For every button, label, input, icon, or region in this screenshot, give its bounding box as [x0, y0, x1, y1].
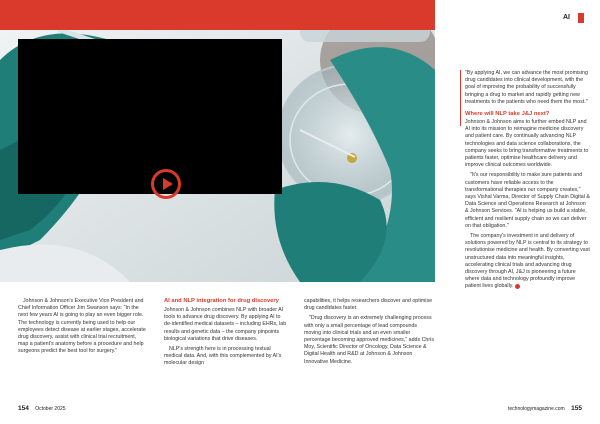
body-paragraph: "Drug discovery is an extremely challenging process with only a small percentage of lead compounds moving into clinical trials and an even smaller percentage becoming approved medicines," adds Chris Moy, Scientific Director of Oncology, Data Science & Digital Health and R&D at Johnson & Johnson Innovative Medicine.	[304, 315, 434, 365]
left-footer	[18, 405, 66, 412]
website[interactable]: technologymagazine.com	[508, 406, 565, 412]
body-paragraph-text: The company's investment in and delivery of solutions powered by NLP is central to its strategy to revolutionise medicine and health. By converting vast unstructured data into meaningful insights, accelerating clinical trials and advancing drug discovery through AI, J&J is pioneering a future where data and technology profoundly improve patient lives globally.	[465, 233, 590, 290]
body-paragraph: Johnson & Johnson combines NLP with broader AI tools to advance drug discovery. By applying AI to de-identified medical datasets – including EHRs, lab results and genetic data – the company pinpoints biological variations that drive diseases.	[164, 307, 287, 342]
body-paragraph: capabilities, it helps researchers discover and optimise drug candidates faster.	[304, 298, 433, 312]
hero-image	[0, 0, 435, 282]
play-icon[interactable]	[151, 169, 181, 199]
pull-quote: "By applying AI, we can advance the most promising drug candidates into clinical development, with the goal of improving the probability of successfully bringing a drug to market and rapidly getting new treatments to the patients who need them the most."	[465, 70, 588, 105]
column-1	[18, 298, 146, 359]
column-2	[164, 298, 288, 371]
section-heading: AI and NLP integration for drug discovery	[164, 298, 279, 304]
body-paragraph: Johnson & Johnson's Executive Vice President and Chief Information Officer Jim Swanson says: "In the next few years AI is going to play an even bigger role. The technology is currently being used to help our employees detect disease at earlier stages, accelerate drug discovery, assist with clinical trial recruitment, map a patient's anatomy before a procedure and help surgeons predict the best tool for surgery."	[18, 298, 146, 355]
right-footer	[508, 405, 582, 412]
page-number: 154	[18, 405, 29, 412]
column-4	[465, 70, 590, 294]
section-heading: Where will NLP take J&J next?	[465, 111, 550, 118]
end-mark-icon	[515, 284, 520, 289]
video-player[interactable]	[18, 39, 282, 194]
body-paragraph: "It's our responsibility to make sure patients and customers have reliable access to the transformational therapies our company creates," says Vishal Varma, Director of Supply Chain Digital & Data Science and Operations Research at Johnson & Johnson Services. "AI is helping us build a stable, efficient and resilient supply chain so we can deliver on that obligation."	[465, 172, 590, 229]
section-label: AI	[563, 14, 570, 21]
issue-date: October 2025	[35, 406, 66, 412]
body-paragraph: NLP's strength here is in processing textual medical data. And, with this complemented by AI's molecular design	[164, 346, 282, 367]
body-paragraph: Johnson & Johnson aims to further embed NLP and AI into its mission to reimagine medicine discovery and patient care. By continually advancing NLP technologies and data science collaborations, the company seeks to bring transformative treatments to patients faster, optimise healthcare delivery and improve clinical outcomes worldwide.	[465, 119, 589, 169]
section-marker	[578, 13, 584, 23]
top-color-band	[0, 0, 435, 30]
page-number: 155	[571, 405, 582, 412]
body-paragraph	[465, 233, 590, 291]
column-3	[304, 298, 434, 369]
quote-rule	[460, 70, 461, 126]
